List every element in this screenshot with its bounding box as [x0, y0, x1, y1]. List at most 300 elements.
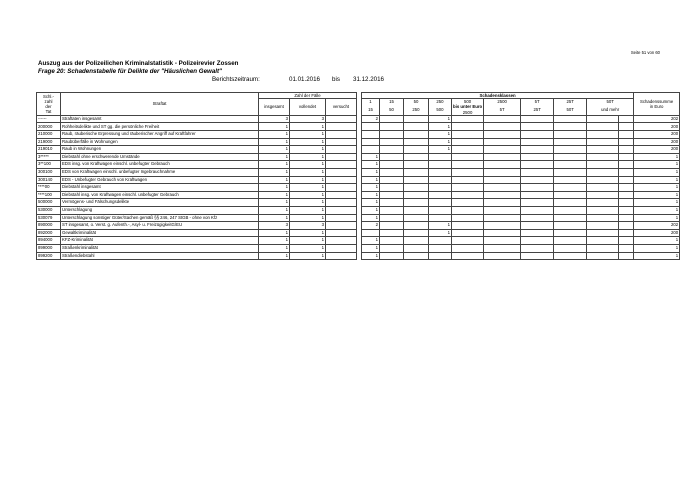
row-key: 210000: [37, 131, 61, 139]
row-completed: 3: [290, 222, 326, 230]
row-class-count: [380, 222, 404, 230]
row-attempted: [326, 146, 357, 154]
row-damage-sum: 1: [634, 176, 680, 184]
row-offense: Straßenkriminalität: [61, 244, 259, 252]
row-class-count: [587, 161, 619, 169]
row-class-count: [429, 252, 452, 260]
row-class-count: [452, 176, 484, 184]
row-class-count: [484, 214, 521, 222]
row-class-count: [554, 222, 587, 230]
row-class-count: [619, 214, 634, 222]
row-class-count: [362, 123, 380, 131]
row-class-count: [587, 131, 619, 139]
class-from: 1: [362, 99, 380, 105]
row-completed: 1: [290, 184, 326, 192]
row-offense: EDS insg. von Kraftwagen einschl. unbefugter Gebrauch: [61, 161, 259, 169]
row-class-count: [484, 229, 521, 237]
row-offense: KFZ-Kriminalität: [61, 237, 259, 245]
row-key: 894000: [37, 237, 61, 245]
row-class-count: [554, 138, 587, 146]
table-row: [37, 123, 680, 131]
row-total: 1: [259, 184, 290, 192]
page-number: Seite 51 von 60: [630, 50, 660, 55]
class-to: 15: [362, 104, 380, 115]
row-attempted: [326, 244, 357, 252]
row-offense: Unterschlagung: [61, 206, 259, 214]
row-class-count: [380, 229, 404, 237]
row-damage-sum: 1: [634, 252, 680, 260]
row-class-count: [587, 199, 619, 207]
row-class-count: 2: [362, 222, 380, 230]
row-class-count: [521, 252, 554, 260]
row-class-count: [484, 138, 521, 146]
row-class-count: [404, 214, 429, 222]
row-class-count: [587, 244, 619, 252]
row-class-count: [521, 214, 554, 222]
row-class-count: [404, 252, 429, 260]
row-attempted: [326, 199, 357, 207]
table-row: [37, 191, 680, 199]
row-class-count: [521, 176, 554, 184]
row-class-count: [404, 244, 429, 252]
row-damage-sum: 1: [634, 199, 680, 207]
row-offense: Diebstahl insg. von Kraftwagen einschl. unbefugter Gebrauch: [61, 191, 259, 199]
table-row: [37, 199, 680, 207]
row-class-count: [619, 199, 634, 207]
table-row: [37, 131, 680, 139]
table-row: [37, 237, 680, 245]
row-damage-sum: 202: [634, 222, 680, 230]
row-completed: 1: [290, 123, 326, 131]
row-class-count: [484, 115, 521, 123]
row-total: 3: [259, 222, 290, 230]
table-row: [37, 161, 680, 169]
row-class-count: [554, 161, 587, 169]
row-key: 3**100: [37, 161, 61, 169]
row-class-count: [380, 161, 404, 169]
row-class-count: [587, 229, 619, 237]
row-total: 1: [259, 214, 290, 222]
row-class-count: [404, 199, 429, 207]
row-offense: Raub, räuberische Erpressung und räuberischer Angriff auf Kraftfahrer: [61, 131, 259, 139]
row-class-count: [587, 123, 619, 131]
class-from: 5T: [521, 99, 554, 105]
row-class-count: [484, 168, 521, 176]
damage-classes-header: Schadensklassen: [362, 93, 634, 99]
period-separator: bis: [332, 76, 340, 83]
row-damage-sum: 1: [634, 191, 680, 199]
row-class-count: [587, 168, 619, 176]
row-class-count: [521, 229, 554, 237]
row-class-count: [404, 138, 429, 146]
row-completed: 1: [290, 138, 326, 146]
row-class-count: 1: [429, 138, 452, 146]
row-class-count: 2: [362, 115, 380, 123]
row-class-count: 1: [362, 252, 380, 260]
row-class-count: [554, 123, 587, 131]
row-class-count: [429, 191, 452, 199]
row-damage-sum: 1: [634, 168, 680, 176]
row-completed: 1: [290, 199, 326, 207]
class-from: 2500: [484, 99, 521, 105]
row-attempted: [326, 229, 357, 237]
table-row: [37, 222, 680, 230]
row-class-count: [521, 199, 554, 207]
row-class-count: 1: [429, 146, 452, 154]
row-completed: 1: [290, 176, 326, 184]
row-class-count: [452, 206, 484, 214]
row-total: 1: [259, 146, 290, 154]
table-row: [37, 115, 680, 123]
row-offense: Gewaltkriminalität: [61, 229, 259, 237]
row-key: 899200: [37, 252, 61, 260]
damage-table: [36, 92, 680, 260]
row-class-count: [619, 237, 634, 245]
row-class-count: [452, 214, 484, 222]
row-class-count: [429, 244, 452, 252]
class-from: 50T: [587, 99, 634, 105]
cases-total-header: insgesamt: [259, 99, 290, 116]
row-key: 219010: [37, 146, 61, 154]
row-class-count: [554, 168, 587, 176]
row-offense: Straßendiebstahl: [61, 252, 259, 260]
row-attempted: [326, 252, 357, 260]
row-class-count: [452, 244, 484, 252]
row-class-count: [484, 222, 521, 230]
table-row: [37, 244, 680, 252]
row-class-count: [380, 153, 404, 161]
row-class-count: [554, 146, 587, 154]
class-to: 250: [404, 104, 429, 115]
row-class-count: [429, 153, 452, 161]
row-class-count: [521, 237, 554, 245]
row-class-count: [380, 244, 404, 252]
row-class-count: [380, 199, 404, 207]
row-class-count: [429, 161, 452, 169]
row-total: 1: [259, 229, 290, 237]
row-class-count: [452, 237, 484, 245]
table-row: [37, 184, 680, 192]
row-class-count: 1: [362, 206, 380, 214]
row-completed: 1: [290, 153, 326, 161]
class-to: und mehr: [587, 104, 634, 115]
row-class-count: [554, 153, 587, 161]
row-key: 200000: [37, 123, 61, 131]
row-class-count: [619, 131, 634, 139]
row-completed: 1: [290, 161, 326, 169]
row-offense: Unterschlagung sonstiger Güter/Sachen gemäß §§ 246, 247 StGB - ohne von Kfz: [61, 214, 259, 222]
row-damage-sum: 1: [634, 206, 680, 214]
row-total: 3: [259, 115, 290, 123]
row-class-count: [619, 206, 634, 214]
row-key: 219000: [37, 138, 61, 146]
row-class-count: [484, 199, 521, 207]
row-class-count: [362, 138, 380, 146]
row-key: 530000: [37, 206, 61, 214]
row-class-count: [452, 123, 484, 131]
class-from: 250: [429, 99, 452, 105]
row-total: 1: [259, 206, 290, 214]
row-class-count: 1: [362, 153, 380, 161]
row-class-count: 1: [362, 184, 380, 192]
row-class-count: [619, 146, 634, 154]
class-from: 50: [404, 99, 429, 105]
row-class-count: 1: [362, 168, 380, 176]
period-label: Berichtszeitraum:: [212, 76, 260, 83]
table-row: [37, 229, 680, 237]
row-class-count: [404, 146, 429, 154]
row-class-count: [619, 115, 634, 123]
row-attempted: [326, 161, 357, 169]
row-completed: 1: [290, 131, 326, 139]
row-class-count: [619, 123, 634, 131]
row-class-count: [380, 115, 404, 123]
row-class-count: [429, 206, 452, 214]
row-class-count: [521, 123, 554, 131]
key-column-header: Schl.- zahl der Tat: [37, 93, 61, 116]
row-class-count: [554, 184, 587, 192]
row-damage-sum: 1: [634, 244, 680, 252]
row-class-count: [380, 214, 404, 222]
table-row: [37, 206, 680, 214]
row-class-count: [554, 176, 587, 184]
report-subtitle: Frage 20: Schadenstabelle für Delikte der "Häuslichen Gewalt": [38, 68, 222, 75]
row-completed: 1: [290, 146, 326, 154]
row-class-count: [521, 244, 554, 252]
class-from: 15: [380, 99, 404, 105]
row-key: ------: [37, 115, 61, 123]
damage-sum-header: Schadenssumme in Euro: [634, 93, 680, 116]
row-class-count: [521, 138, 554, 146]
row-damage-sum: 202: [634, 115, 680, 123]
table-row: [37, 168, 680, 176]
row-class-count: [404, 153, 429, 161]
row-class-count: [587, 252, 619, 260]
row-class-count: 1: [429, 229, 452, 237]
row-class-count: [452, 191, 484, 199]
row-class-count: 1: [362, 191, 380, 199]
row-offense: Raubüberfälle in Wohnungen: [61, 138, 259, 146]
row-class-count: [404, 206, 429, 214]
row-class-count: [404, 161, 429, 169]
row-class-count: [521, 161, 554, 169]
row-damage-sum: 200: [634, 229, 680, 237]
row-class-count: [484, 191, 521, 199]
period-from: 01.01.2016: [289, 76, 320, 83]
class-to: 25T: [521, 104, 554, 115]
row-class-count: [452, 138, 484, 146]
row-attempted: [326, 176, 357, 184]
row-class-count: [362, 131, 380, 139]
report-title: Auszug aus der Polizeilichen Kriminalstatistik - Polizeirevier Zossen: [38, 60, 239, 67]
row-total: 1: [259, 252, 290, 260]
row-class-count: [619, 153, 634, 161]
row-completed: 3: [290, 115, 326, 123]
row-damage-sum: 1: [634, 237, 680, 245]
row-class-count: [554, 237, 587, 245]
row-class-count: [429, 176, 452, 184]
row-offense: Rohheitsdelikte und ST gg. die persönliche Freiheit: [61, 123, 259, 131]
row-class-count: [521, 146, 554, 154]
row-class-count: [380, 206, 404, 214]
row-class-count: [452, 115, 484, 123]
row-class-count: [587, 191, 619, 199]
row-key: ****100: [37, 191, 61, 199]
row-class-count: [587, 138, 619, 146]
row-class-count: 1: [429, 222, 452, 230]
row-class-count: [380, 168, 404, 176]
row-damage-sum: 200: [634, 131, 680, 139]
row-class-count: [429, 199, 452, 207]
row-class-count: [380, 191, 404, 199]
row-class-count: [404, 123, 429, 131]
row-class-count: [554, 115, 587, 123]
row-key: 899000: [37, 244, 61, 252]
row-class-count: [484, 244, 521, 252]
row-attempted: [326, 153, 357, 161]
row-class-count: 1: [362, 244, 380, 252]
row-class-count: [452, 168, 484, 176]
row-offense: Raub in Wohnungen: [61, 146, 259, 154]
row-class-count: [587, 214, 619, 222]
row-key: 530079: [37, 214, 61, 222]
row-attempted: [326, 222, 357, 230]
table-row: [37, 176, 680, 184]
row-class-count: [619, 191, 634, 199]
row-class-count: [484, 252, 521, 260]
row-class-count: [587, 206, 619, 214]
row-key: 3*****: [37, 153, 61, 161]
row-class-count: [554, 199, 587, 207]
row-class-count: [554, 244, 587, 252]
row-attempted: [326, 123, 357, 131]
row-class-count: [484, 206, 521, 214]
row-class-count: 1: [429, 123, 452, 131]
row-class-count: [452, 252, 484, 260]
row-class-count: [554, 229, 587, 237]
cases-attempted-header: versucht: [326, 99, 357, 116]
row-class-count: [554, 191, 587, 199]
row-completed: 1: [290, 206, 326, 214]
row-attempted: [326, 206, 357, 214]
row-class-count: [452, 153, 484, 161]
row-class-count: [429, 184, 452, 192]
row-key: 300100: [37, 168, 61, 176]
row-damage-sum: 200: [634, 138, 680, 146]
row-class-count: 1: [362, 161, 380, 169]
row-class-count: [484, 161, 521, 169]
row-class-count: [452, 222, 484, 230]
row-offense: Vermögens- und Fälschungsdelikte: [61, 199, 259, 207]
row-class-count: [521, 153, 554, 161]
row-class-count: 1: [429, 131, 452, 139]
row-class-count: [521, 206, 554, 214]
row-offense: EDS - Unbefugter Gebrauch von Kraftwagen: [61, 176, 259, 184]
row-class-count: [452, 131, 484, 139]
row-class-count: [521, 184, 554, 192]
row-class-count: [404, 229, 429, 237]
row-class-count: [380, 131, 404, 139]
row-class-count: 1: [429, 115, 452, 123]
row-key: ****00: [37, 184, 61, 192]
row-key: 890000: [37, 222, 61, 230]
row-class-count: [484, 146, 521, 154]
row-class-count: [484, 123, 521, 131]
row-class-count: [380, 184, 404, 192]
row-class-count: [484, 131, 521, 139]
row-attempted: [326, 138, 357, 146]
class-to: 50T: [554, 104, 587, 115]
row-total: 1: [259, 123, 290, 131]
row-class-count: [452, 161, 484, 169]
row-class-count: [380, 146, 404, 154]
row-completed: 1: [290, 191, 326, 199]
cases-completed-header: vollendet: [290, 99, 326, 116]
row-class-count: 1: [362, 214, 380, 222]
row-class-count: [619, 138, 634, 146]
row-offense: EDS von Kraftwagen einschl. unbefugter Ingebrauchnahme: [61, 168, 259, 176]
row-class-count: [380, 123, 404, 131]
row-class-count: 1: [362, 176, 380, 184]
offense-column-header: Straftat: [61, 93, 259, 116]
row-class-count: [619, 168, 634, 176]
row-damage-sum: 1: [634, 161, 680, 169]
row-class-count: 1: [362, 199, 380, 207]
row-class-count: [452, 184, 484, 192]
row-damage-sum: 1: [634, 184, 680, 192]
row-class-count: [554, 214, 587, 222]
class-to: 5T: [484, 104, 521, 115]
row-completed: 1: [290, 229, 326, 237]
row-class-count: [554, 131, 587, 139]
row-total: 1: [259, 199, 290, 207]
class-to: 50: [380, 104, 404, 115]
row-attempted: [326, 115, 357, 123]
row-class-count: [429, 168, 452, 176]
row-class-count: [452, 199, 484, 207]
row-class-count: [380, 176, 404, 184]
row-total: 1: [259, 191, 290, 199]
row-class-count: [404, 131, 429, 139]
row-attempted: [326, 184, 357, 192]
row-class-count: [619, 252, 634, 260]
row-class-count: [429, 237, 452, 245]
row-class-count: [404, 168, 429, 176]
class-to: 500: [429, 104, 452, 115]
row-damage-sum: 1: [634, 153, 680, 161]
row-offense: Diebstahl insgesamt: [61, 184, 259, 192]
row-class-count: [484, 184, 521, 192]
row-key: 500000: [37, 199, 61, 207]
row-completed: 1: [290, 168, 326, 176]
row-total: 1: [259, 168, 290, 176]
row-class-count: [404, 176, 429, 184]
row-class-count: [380, 252, 404, 260]
row-class-count: [587, 153, 619, 161]
row-class-count: [587, 146, 619, 154]
row-class-count: [521, 131, 554, 139]
class-from: 500: [452, 99, 484, 105]
row-damage-sum: 200: [634, 146, 680, 154]
row-class-count: [404, 115, 429, 123]
cases-group-header: Zahl der Fälle: [259, 93, 357, 99]
row-completed: 1: [290, 252, 326, 260]
row-class-count: [619, 229, 634, 237]
table-row: [37, 252, 680, 260]
row-class-count: [619, 222, 634, 230]
row-class-count: [452, 229, 484, 237]
row-attempted: [326, 191, 357, 199]
